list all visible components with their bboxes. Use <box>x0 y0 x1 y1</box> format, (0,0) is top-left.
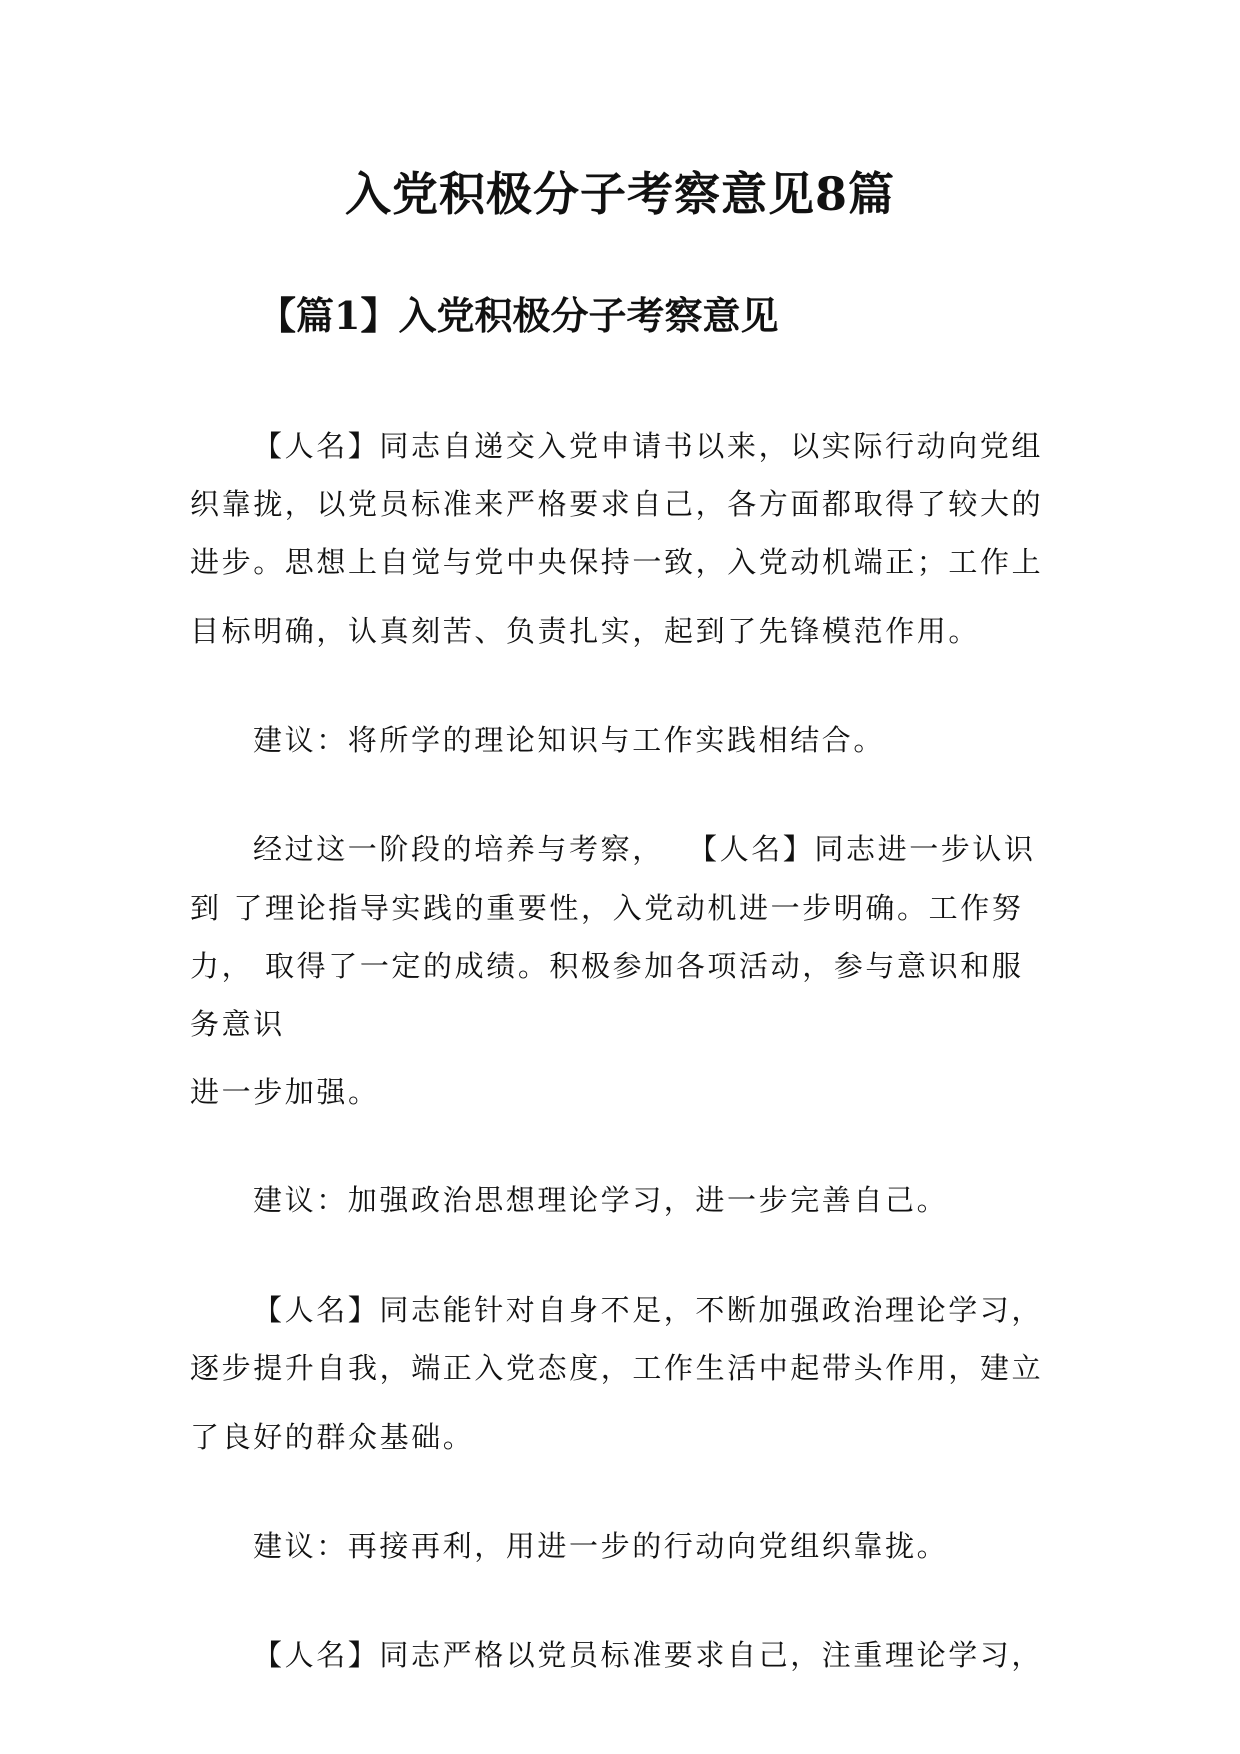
paragraph-line: 逐步提升自我，端正入党态度，工作生活中起带头作用，建立 <box>190 1351 1044 1385</box>
document-title: 入党积极分子考察意见8篇 <box>344 167 895 221</box>
paragraph-line: 务意识 <box>190 1007 285 1041</box>
section-heading: 【篇1】入党积极分子考察意见 <box>258 293 779 338</box>
paragraph-line: 【人名】同志能针对自身不足，不断加强政治理论学习， <box>253 1293 1044 1327</box>
paragraph-line: 【人名】同志严格以党员标准要求自己，注重理论学习， <box>253 1638 1044 1672</box>
paragraph-line: 【人名】同志自递交入党申请书以来，以实际行动向党组 <box>253 429 1044 463</box>
paragraph-line: 织靠拢，以党员标准来严格要求自己，各方面都取得了较大的 <box>190 487 1044 521</box>
paragraph-line: 了良好的群众基础。 <box>190 1420 475 1454</box>
suggestion-line: 建议：将所学的理论知识与工作实践相结合。 <box>253 723 886 757</box>
paragraph-line: 到 了理论指导实践的重要性，入党动机进一步明确。工作努 <box>190 891 1024 925</box>
paragraph-line: 进步。思想上自觉与党中央保持一致，入党动机端正；工作上 <box>190 545 1044 579</box>
paragraph-line: 目标明确，认真刻苦、负责扎实，起到了先锋模范作用。 <box>190 614 981 648</box>
paragraph-line: 经过这一阶段的培养与考察， <box>253 832 664 866</box>
suggestion-line: 建议：加强政治思想理论学习，进一步完善自己。 <box>253 1183 949 1217</box>
suggestion-line: 建议：再接再利，用进一步的行动向党组织靠拢。 <box>253 1529 949 1563</box>
paragraph-line: 【人名】同志进一步认识 <box>688 832 1036 866</box>
paragraph-line: 力， 取得了一定的成绩。积极参加各项活动，参与意识和服 <box>190 949 1024 983</box>
paragraph-line: 进一步加强。 <box>190 1075 380 1109</box>
